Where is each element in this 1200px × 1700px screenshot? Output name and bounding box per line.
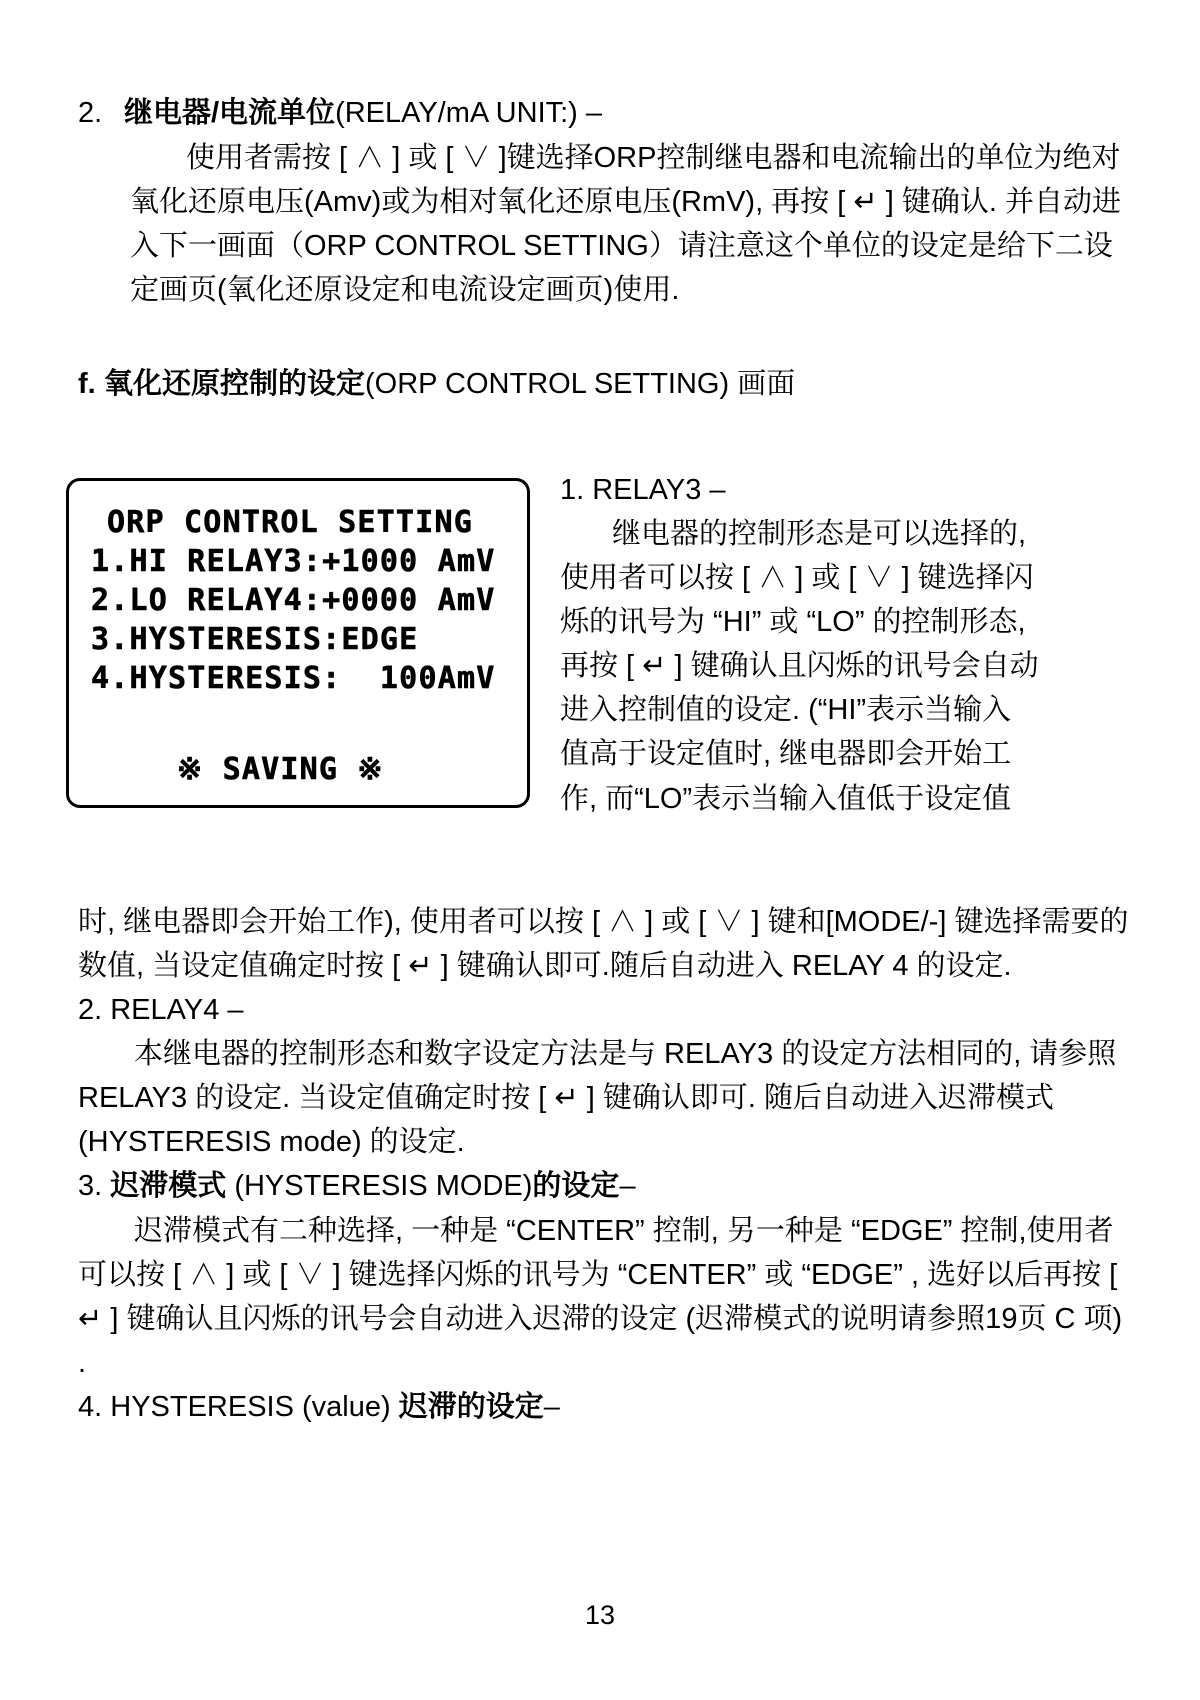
lcd-line-3: 3.HYSTERESIS:EDGE — [91, 622, 419, 657]
body-continued — [78, 900, 1138, 1429]
lcd-title: ORP CONTROL SETTING — [107, 505, 473, 540]
hysteresis-mode-body: 迟滞模式有二种选择, 一种是 “CENTER” 控制, 另一种是 “EDGE” 控制,使用者可以按 [ ∧ ] 或 [ ∨ ] 键选择闪烁的讯号为 “CENTER” 或 “EDGE” , 选好以后再按 [ ↵ ] 键确认且闪烁的讯号会自动进入迟滞的设定 (迟滞模式的说明请参照19页 C 项) . — [78, 1214, 1123, 1379]
hysteresis-value-text-end: – — [543, 1390, 560, 1423]
section-f-heading — [78, 364, 1133, 405]
hysteresis-mode-title-bold2: 的设定 — [532, 1170, 620, 1203]
lcd-line-2: 2.LO RELAY4:+0000 AmV — [91, 583, 496, 618]
section2-title-bold: 继电器/电流单位 — [124, 97, 336, 129]
hysteresis-mode-heading — [78, 1164, 1138, 1208]
hysteresis-mode-title-bold: 迟滞模式 — [110, 1170, 227, 1203]
section2-body: 使用者需按 [ ∧ ] 或 [ ∨ ]键选择ORP控制继电器和电流输出的单位为绝对氧化还原电压(Amv)或为相对氧化还原电压(RmV), 再按 [ ↵ ] 键确认. 并自动进入下一画面（ORP CONTROL SETTING）请注意这个单位的设定是给下二设定画页(氧化还原设定和电流设定画页)使用. — [130, 142, 1121, 307]
hysteresis-value-heading — [78, 1385, 1138, 1429]
lcd-status-saving: ※ SAVING ※ — [177, 752, 384, 787]
section-f-title-bold: 氧化还原控制的设定 — [104, 368, 366, 401]
section2-title-rest: (RELAY/mA UNIT:) – — [335, 97, 603, 129]
hysteresis-mode-title-end: – — [619, 1170, 636, 1203]
hysteresis-value-text-bold: 迟滞的设定 — [398, 1390, 544, 1423]
relay3-continued: 时, 继电器即会开始工作), 使用者可以按 [ ∧ ] 或 [ ∨ ] 键和[MODE/-] 键选择需要的数值, 当设定值确定时按 [ ↵ ] 键确认即可.随后自动进入 RELAY 4 的设定. — [78, 906, 1129, 983]
section2-heading — [78, 92, 1133, 134]
page-number: 13 — [584, 1600, 616, 1630]
hysteresis-mode-number: 3. — [78, 1170, 103, 1203]
lcd-line-4: 4.HYSTERESIS: 100AmV — [91, 661, 496, 696]
relay3-column — [560, 468, 1040, 821]
relay4-heading: 2. RELAY4 – — [78, 994, 244, 1027]
section-f-title-rest: (ORP CONTROL SETTING) 画面 — [365, 368, 796, 401]
relay4-body: 本继电器的控制形态和数字设定方法是与 RELAY3 的设定方法相同的, 请参照 RELAY3 的设定. 当设定值确定时按 [ ↵ ] 键确认即可. 随后自动进入迟滞模式 (HYSTERESIS mode) 的设定. — [78, 1038, 1117, 1159]
relay3-body: 继电器的控制形态是可以选择的, 使用者可以按 [ ∧ ] 或 [ ∨ ] 键选择闪烁的讯号为 “HI” 或 “LO” 的控制形态, 再按 [ ↵ ] 键确认且闪烁的讯号会自动进入控制值的设定. (“HI”表示当输入值高于设定值时, 继电器即会开始工作, 而“LO”表示当输入值低于设定值 — [560, 518, 1039, 815]
section2-number: 2. — [78, 97, 103, 129]
section-relay-ma-unit — [78, 92, 1133, 405]
lcd-line-1: 1.HI RELAY3:+1000 AmV — [91, 544, 496, 579]
section-f-label: f. — [78, 368, 96, 401]
relay3-heading: 1. RELAY3 – — [560, 474, 726, 506]
lcd-bezel — [66, 478, 530, 808]
hysteresis-mode-title-mid: (HYSTERESIS MODE) — [226, 1170, 533, 1203]
hysteresis-value-text: HYSTERESIS (value) — [102, 1390, 399, 1423]
lcd-screen-figure — [66, 478, 530, 808]
hysteresis-value-number: 4. — [78, 1390, 103, 1423]
